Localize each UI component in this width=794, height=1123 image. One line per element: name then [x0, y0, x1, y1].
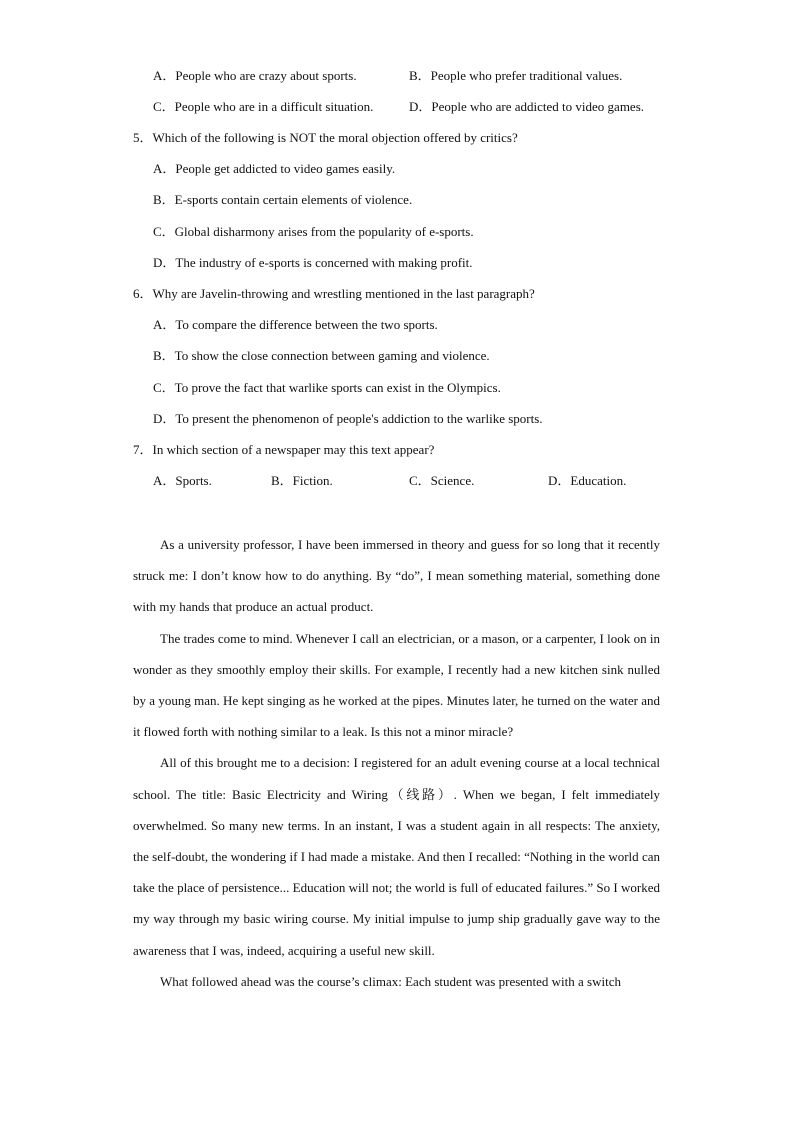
- q5-option-c: C．Global disharmony arises from the popularity of e-sports.: [153, 224, 474, 239]
- q6-stem: 6．Why are Javelin-throwing and wrestling mentioned in the last paragraph?: [133, 286, 535, 301]
- passage-paragraph-2: The trades come to mind. Whenever I call an electrician, or a mason, or a carpenter, I look on in wonder as they smoothly employ their skills. For example, I recently had a new kitchen sink nulled by a young man. He kept singing as he worked at the pipes. Minutes later, he turned on the water and it flowed forth with nothing similar to a leak. Is this not a minor miracle?: [133, 630, 660, 740]
- q5-option-d: D．The industry of e-sports is concerned with making profit.: [153, 255, 473, 270]
- q7-option-d: D．Education.: [548, 473, 627, 488]
- q5-stem: 5．Which of the following is NOT the moral objection offered by critics?: [133, 130, 518, 145]
- q6-option-a: A．To compare the difference between the two sports.: [153, 317, 438, 332]
- q7-stem: 7．In which section of a newspaper may this text appear?: [133, 442, 435, 457]
- q5-option-b: B．E-sports contain certain elements of violence.: [153, 192, 413, 207]
- passage-paragraph-3: All of this brought me to a decision: I registered for an adult evening course at a local technical school. The title: Basic Electricity and Wiring（线路）. When we began, I felt immediately overwhelmed. So many new terms. In an instant, I was a student again in all respects: The anxiety, the self-doubt, the wondering if I had made a mistake. And then I recalled: “Nothing in the world can take the place of persistence... Education will not; the world is full of educated failures.” So I worked my way through my basic wiring course. My initial impulse to jump ship gradually gave way to the awareness that I was, indeed, acquiring a useful new skill.: [133, 755, 660, 958]
- q6-option-c: C．To prove the fact that warlike sports can exist in the Olympics.: [153, 380, 501, 395]
- passage-paragraph-4: What followed ahead was the course’s climax: Each student was presented with a switch: [160, 973, 621, 989]
- q7-option-a: A．Sports.: [153, 473, 212, 488]
- q4-option-d: D．People who are addicted to video games.: [409, 99, 645, 114]
- passage: [133, 529, 660, 997]
- q5-option-a: A．People get addicted to video games easily.: [153, 161, 396, 176]
- q6-option-b: B．To show the close connection between gaming and violence.: [153, 348, 490, 363]
- q4-option-a: A．People who are crazy about sports.: [153, 68, 357, 83]
- q7-option-b: B．Fiction.: [271, 473, 333, 488]
- q4-option-b: B．People who prefer traditional values.: [409, 68, 623, 83]
- q7-option-c: C．Science.: [409, 473, 475, 488]
- q6-option-d: D．To present the phenomenon of people's addiction to the warlike sports.: [153, 411, 543, 426]
- q4-option-c: C．People who are in a difficult situation.: [153, 99, 374, 114]
- passage-paragraph-1: As a university professor, I have been immersed in theory and guess for so long that it recently struck me: I don’t know how to do anything. By “do”, I mean something material, something done with my hands that produce an actual product.: [133, 537, 660, 615]
